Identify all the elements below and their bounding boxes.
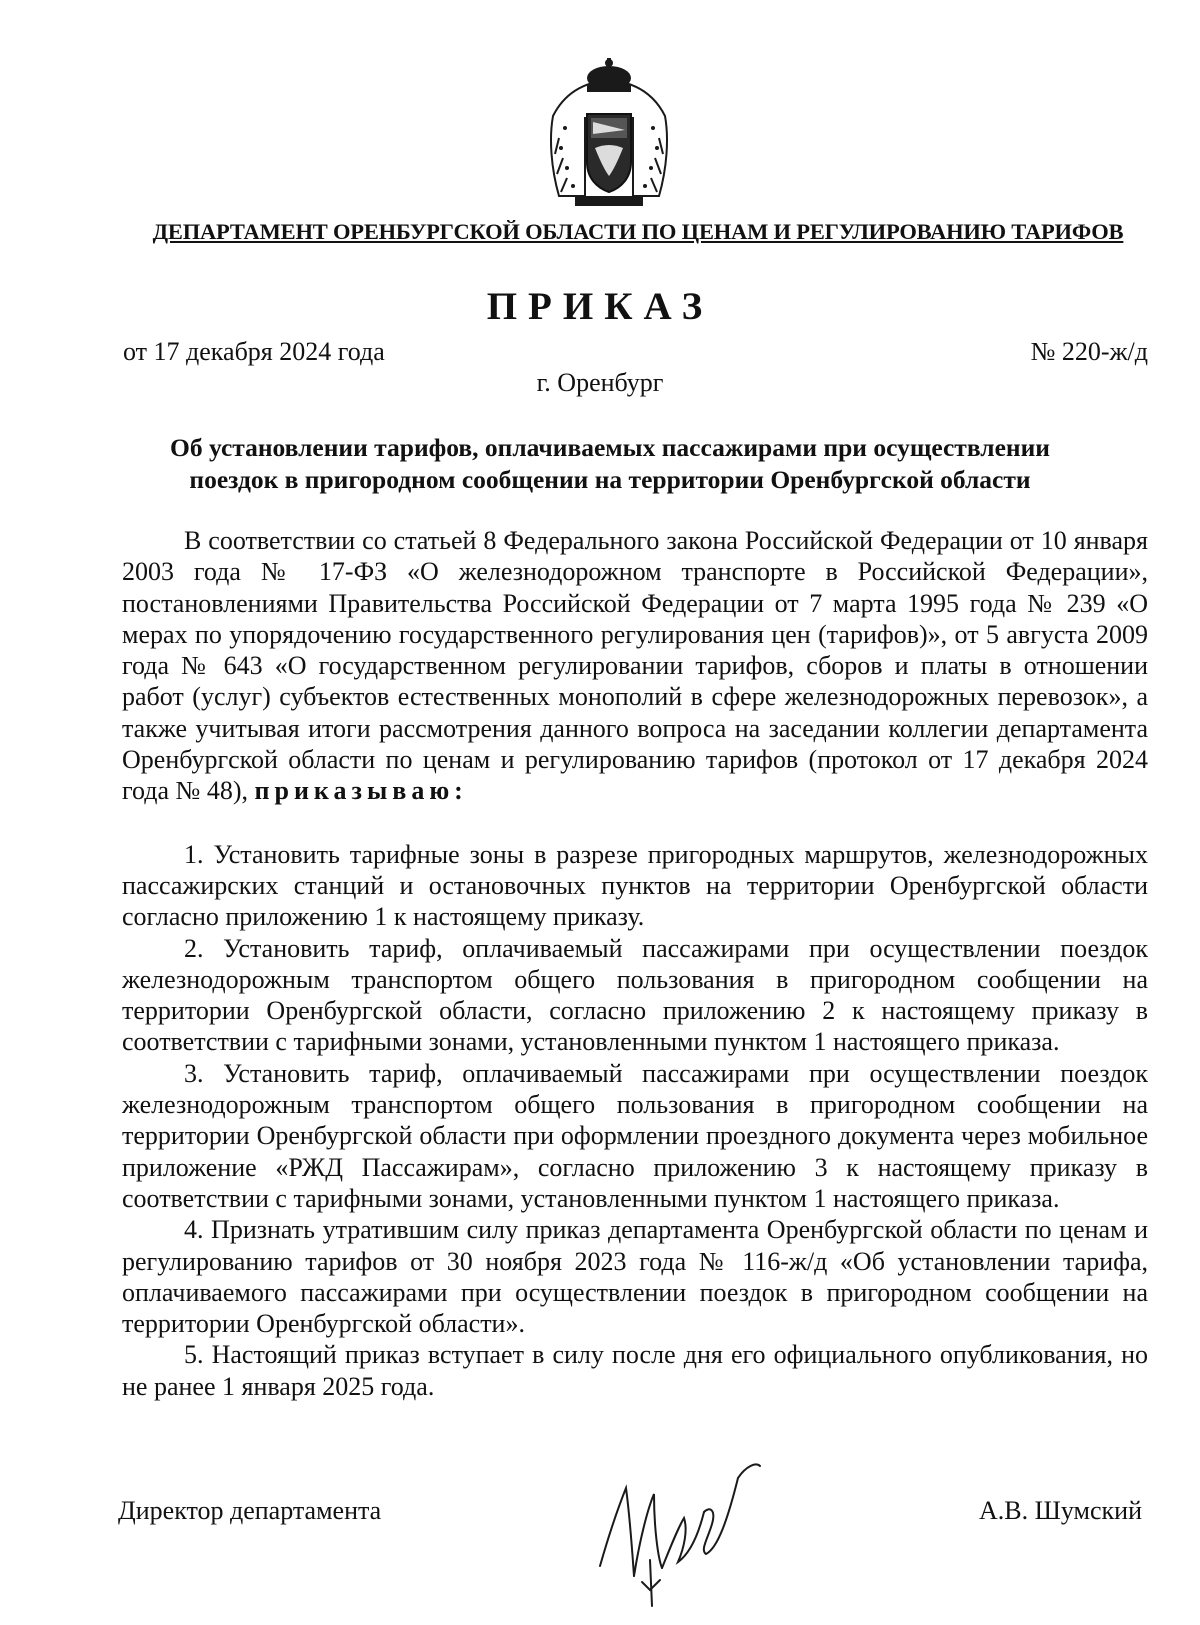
item-5: 5. Настоящий приказ вступает в силу после дня его официального опубликования, но не ранее 1 января 2025 года. bbox=[122, 1340, 1148, 1401]
item-2: 2. Установить тариф, оплачиваемый пассажирами при осуществлении поездок железнодорожным транспортом общего пользования в пригородном сообщении на территории Оренбургской области, согласно приложению 2 к настоящему приказу в соответствии с тарифными зонами, установленными пунктом 1 настоящего приказа. bbox=[122, 933, 1148, 1057]
document-city: г. Оренбург bbox=[536, 368, 664, 397]
document-date: от 17 декабря 2024 года bbox=[123, 337, 385, 366]
signer-position: Директор департамента bbox=[118, 1496, 382, 1525]
preamble-text: В соответствии со статьей 8 Федерального закона Российской Федерации от 10 января 2003 года № 17-ФЗ «О железнодорожном транспорте в Российской Федерации», постановлениями Правительства Российской Федерации от 7 марта 1995 года № 239 «О мерах по упорядочению государственного регулирования цен (тарифов)», от 5 августа 2009 года № 643 «О государственном регулировании тарифов, сборов и платы в отношении работ (услуг) субъектов естественных монополий в сфере железнодорожных перевозок», а также учитывая итоги рассмотрения данного вопроса на заседании коллегии департамента Оренбургской области по ценам и регулированию тарифов (протокол от 17 декабря 2024 года № 48), bbox=[122, 526, 1148, 806]
signer-name: А.В. Шумский bbox=[979, 1496, 1142, 1525]
order-word: приказываю: bbox=[254, 776, 468, 806]
item-4: 4. Признать утратившим силу приказ департамента Оренбургской области по ценам и регулированию тарифов от 30 ноября 2023 года № 116-ж/д «Об установлении тарифа, оплачиваемого пассажирами при осуществлении поездок в пригородном сообщении на территории Оренбургской области». bbox=[122, 1215, 1148, 1339]
preamble-paragraph bbox=[122, 525, 1148, 807]
item-3: 3. Установить тариф, оплачиваемый пассажирами при осуществлении поездок железнодорожным транспортом общего пользования в пригородном сообщении на территории Оренбургской области при оформлении проездного документа через мобильное приложение «РЖД Пассажирам», согласно приложению 3 к настоящему приказу в соответствии с тарифными зонами, установленными пунктом 1 настоящего приказа. bbox=[122, 1058, 1148, 1213]
organization-name: ДЕПАРТАМЕНТ ОРЕНБУРГСКОЙ ОБЛАСТИ ПО ЦЕНАМ И РЕГУЛИРОВАНИЮ ТАРИФОВ bbox=[152, 219, 1124, 244]
document-body bbox=[122, 525, 1148, 1402]
item-1: 1. Установить тарифные зоны в разрезе пригородных маршрутов, железнодорожных пассажирских станций и остановочных пунктов на территории Оренбургской области согласно приложению 1 к настоящему приказу. bbox=[122, 839, 1148, 932]
document-number: № 220-ж/д bbox=[1030, 337, 1148, 366]
coat-of-arms-icon bbox=[545, 58, 673, 208]
document-subject: Об установлении тарифов, оплачиваемых пассажирами при осуществлении поездок в пригородном сообщении на территории Оренбургской области bbox=[170, 433, 1050, 494]
document-type-title: ПРИКАЗ bbox=[486, 285, 714, 328]
handwritten-signature-icon bbox=[588, 1458, 778, 1608]
signature-block bbox=[0, 1480, 1200, 1620]
